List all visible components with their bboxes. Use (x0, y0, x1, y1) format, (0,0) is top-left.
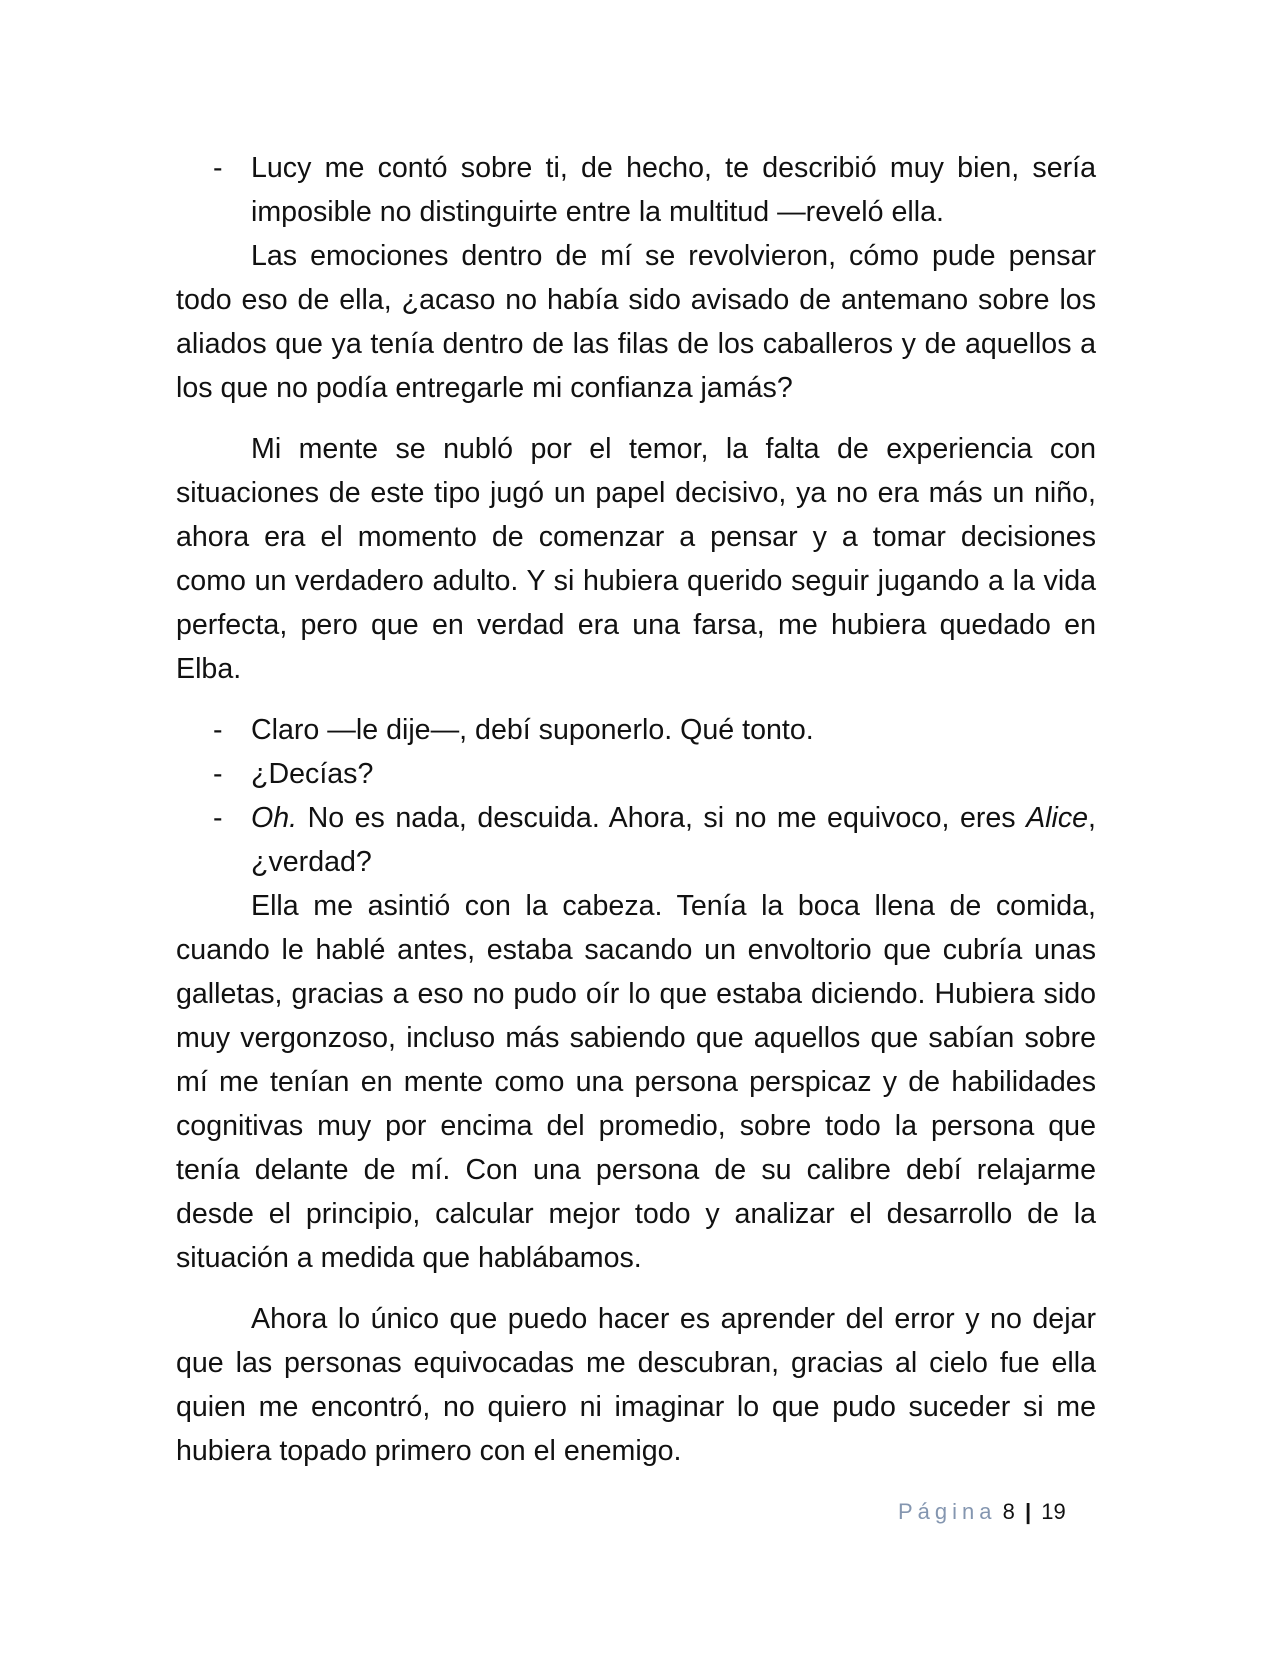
page-footer (898, 1497, 1066, 1527)
dialogue-text: ¿Decías? (251, 758, 374, 790)
footer-separator: | (1025, 1499, 1032, 1524)
dialogue-italic-name: Alice (1026, 802, 1089, 834)
dialogue-text: No es nada, descuida. Ahora, si no me equivoco, eres (297, 802, 1027, 834)
dialogue-dash: - (213, 714, 223, 746)
dialogue-dash: - (213, 802, 223, 834)
footer-total-pages: 19 (1041, 1499, 1066, 1524)
dialogue-line-1 (176, 146, 1096, 234)
dialogue-italic-oh: Oh. (251, 802, 298, 834)
dialogue-line-4 (176, 796, 1096, 884)
dialogue-dash: - (213, 758, 223, 790)
dialogue-dash: - (213, 152, 223, 184)
footer-page-number: 8 (1002, 1499, 1015, 1524)
body-text (176, 146, 1096, 1473)
paragraph-2: Mi mente se nubló por el temor, la falta de experiencia con situaciones de este tipo jugó un papel decisivo, ya no era más un niño, ahora era el momento de comenzar a pensar y a tomar decisiones como un verdadero adulto. Y si hubiera querido seguir jugando a la vida perfecta, pero que en verdad era una farsa, me hubiera quedado en Elba. (176, 433, 1096, 685)
paragraph-1: Las emociones dentro de mí se revolvieron, cómo pude pensar todo eso de ella, ¿acaso no había sido avisado de antemano sobre los aliados que ya tenía dentro de las filas de los caballeros y de aquellos a los que no podía entregarle mi confianza jamás? (176, 240, 1096, 404)
dialogue-line-3 (176, 752, 1096, 796)
dialogue-text-end: , ¿verdad? (251, 802, 1096, 878)
paragraph-3: Ella me asintió con la cabeza. Tenía la boca llena de comida, cuando le hablé antes, estaba sacando un envoltorio que cubría unas galletas, gracias a eso no pudo oír lo que estaba diciendo. Hubiera sido muy vergonzoso, incluso más sabiendo que aquellos que sabían sobre mí me tenían en mente como una persona perspicaz y de habilidades cognitivas muy por encima del promedio, sobre todo la persona que tenía delante de mí. Con una persona de su calibre debí relajarme desde el principio, calcular mejor todo y analizar el desarrollo de la situación a medida que hablábamos. (176, 890, 1096, 1274)
dialogue-text: Claro —le dije—, debí suponerlo. Qué tonto. (251, 714, 814, 746)
footer-label: Página (898, 1499, 997, 1524)
dialogue-text: Lucy me contó sobre ti, de hecho, te describió muy bien, sería imposible no distinguirte entre la multitud —reveló ella. (251, 152, 1096, 228)
dialogue-line-2 (176, 708, 1096, 752)
paragraph-4: Ahora lo único que puedo hacer es aprender del error y no dejar que las personas equivocadas me descubran, gracias al cielo fue ella quien me encontró, no quiero ni imaginar lo que pudo suceder si me hubiera topado primero con el enemigo. (176, 1303, 1096, 1467)
